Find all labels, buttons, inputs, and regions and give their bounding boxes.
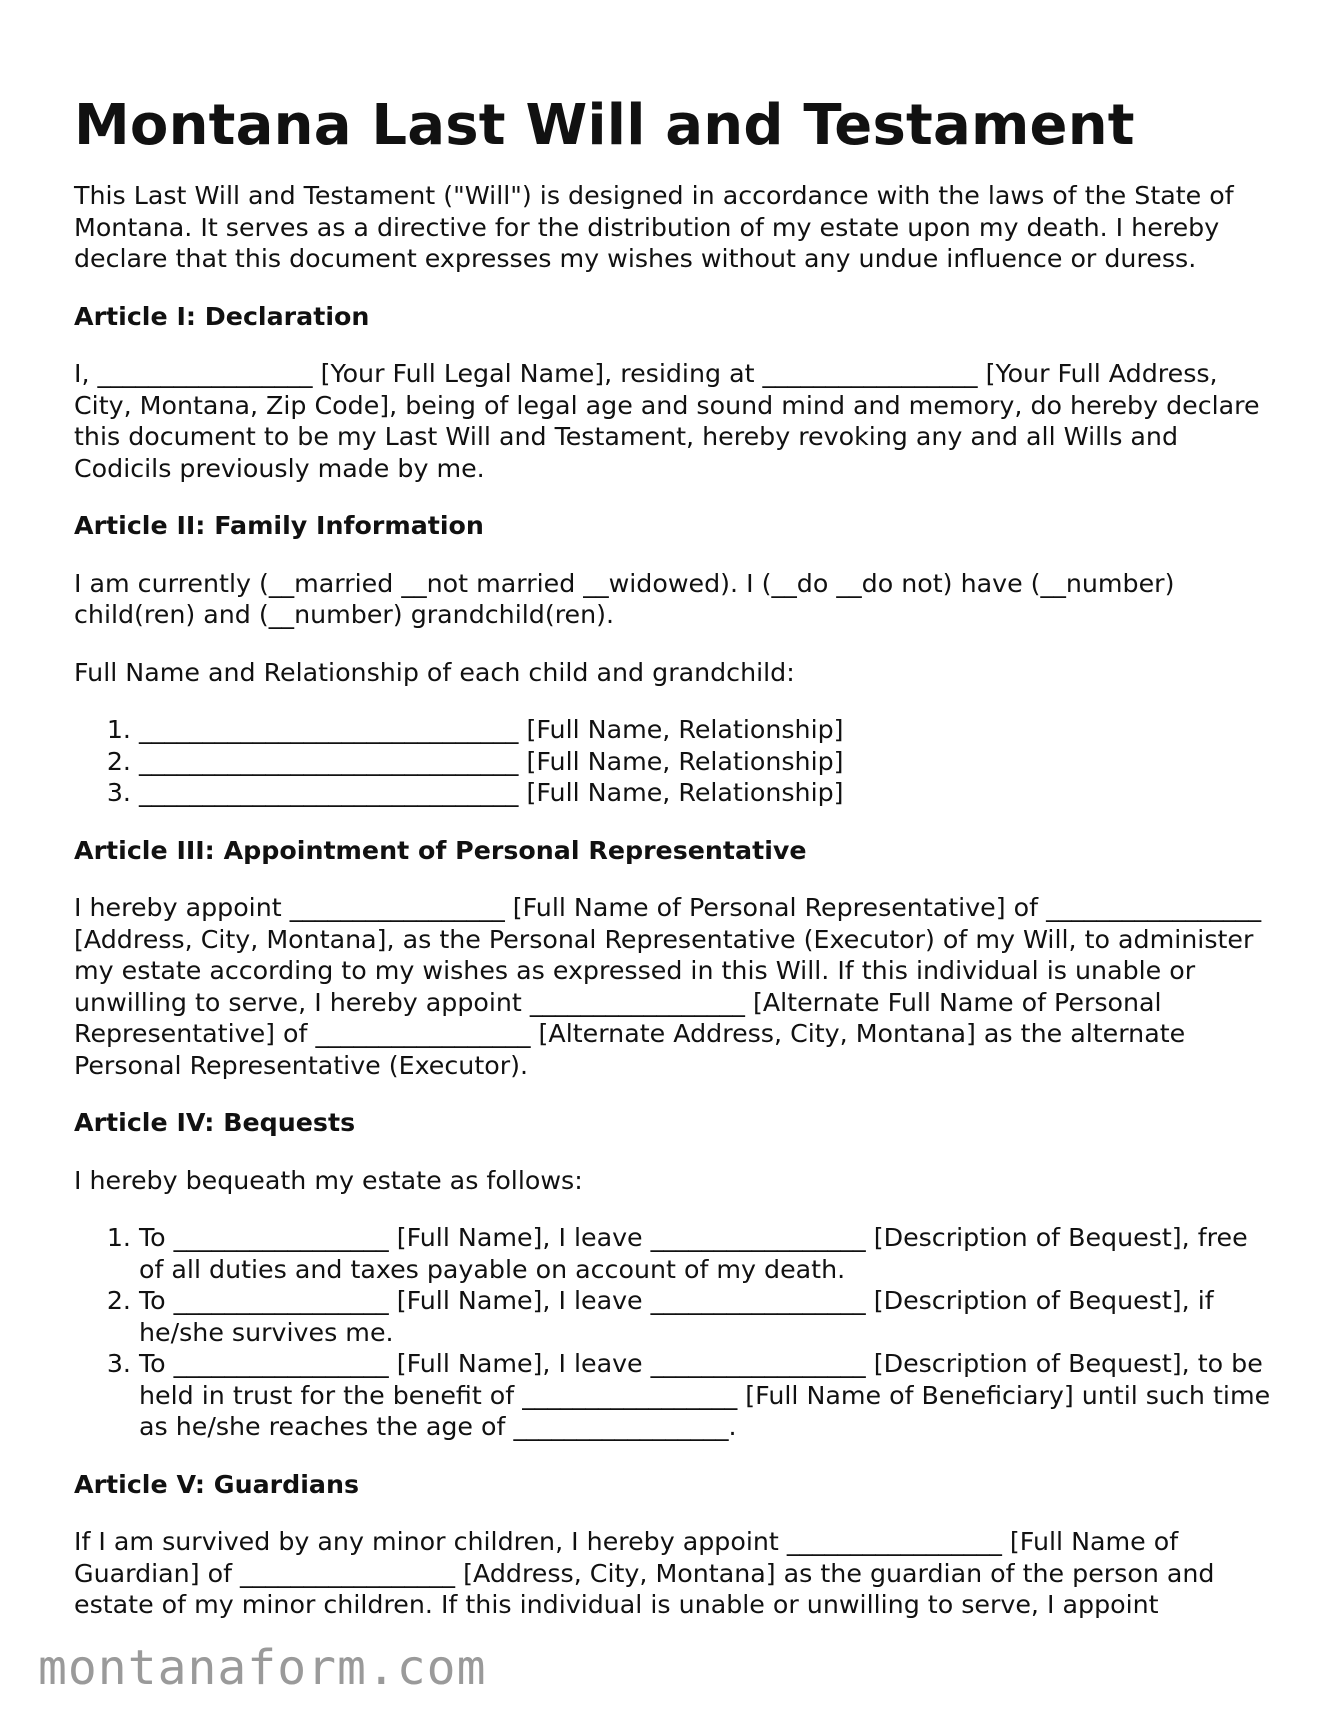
document-page bbox=[74, 90, 1274, 1621]
list-item: 3. ______________________________ [Full Name, Relationship] bbox=[139, 777, 1274, 809]
intro-paragraph: This Last Will and Testament ("Will") is designed in accordance with the laws of the State of Montana. It serves as a directive for the distribution of my estate upon my death. I hereby declare that this document expresses my wishes without any undue influence or duress. bbox=[74, 181, 1234, 273]
article-2-heading: Article II: Family Information bbox=[74, 511, 484, 540]
article-1-heading: Article I: Declaration bbox=[74, 301, 370, 331]
article-4-text: I hereby bequeath my estate as follows: bbox=[74, 1165, 583, 1195]
list-item: 1. ______________________________ [Full Name, Relationship] bbox=[139, 714, 1274, 746]
list-item: 1. To _________________ [Full Name], I leave _________________ [Description of Bequest], free of all duties and taxes payable on account of my death. bbox=[139, 1222, 1274, 1285]
article-4-heading: Article IV: Bequests bbox=[74, 1108, 356, 1137]
document-title: Montana Last Will and Testament bbox=[74, 93, 1135, 158]
list-item: 2. To _________________ [Full Name], I leave _________________ [Description of Bequest], if he/she survives me. bbox=[139, 1285, 1274, 1348]
list-item: 2. ______________________________ [Full Name, Relationship] bbox=[139, 746, 1274, 778]
article-3-text: I hereby appoint _________________ [Full Name of Personal Representative] of _________________ [Address, City, Montana], as the Personal Representative (Executor) of my Will, to administer my estate according to my wishes as expressed in this Will. If this individual is unable or unwilling to serve, I hereby appoint _________________ [Alternate Full Name of Personal Representative] of _________________ [Alternate Address, City, Montana] as the alternate Personal Representative (Executor). bbox=[74, 893, 1262, 1080]
list-item: 3. To _________________ [Full Name], I leave _________________ [Description of Bequest], to be held in trust for the benefit of _________________ [Full Name of Beneficiary] until such time as he/she reaches the age of _________________. bbox=[139, 1348, 1274, 1443]
article-5-text: If I am survived by any minor children, I hereby appoint _________________ [Full Name of Guardian] of _________________ [Address, City, Montana] as the guardian of the person and estate of my minor children. If this individual is unable or unwilling to serve, I appoint bbox=[74, 1527, 1215, 1619]
article-5-heading: Article V: Guardians bbox=[74, 1469, 360, 1499]
watermark: montanaform.com bbox=[38, 1640, 487, 1696]
article-2-text: I am currently (__married __not married __widowed). I (__do __do not) have (__number) child(ren) and (__number) grandchild(ren). bbox=[74, 568, 1175, 629]
article-3-heading: Article III: Appointment of Personal Representative bbox=[74, 835, 807, 865]
bequests-list bbox=[74, 1222, 1274, 1443]
article-2-list-intro: Full Name and Relationship of each child and grandchild: bbox=[74, 657, 795, 687]
article-1-text: I, _________________ [Your Full Legal Name], residing at _________________ [Your Full Address, City, Montana, Zip Code], being of legal age and sound mind and memory, do hereby declare this document to be my Last Will and Testament, hereby revoking any and all Wills and Codicils previously made by me. bbox=[74, 359, 1260, 483]
children-list bbox=[74, 714, 1274, 809]
